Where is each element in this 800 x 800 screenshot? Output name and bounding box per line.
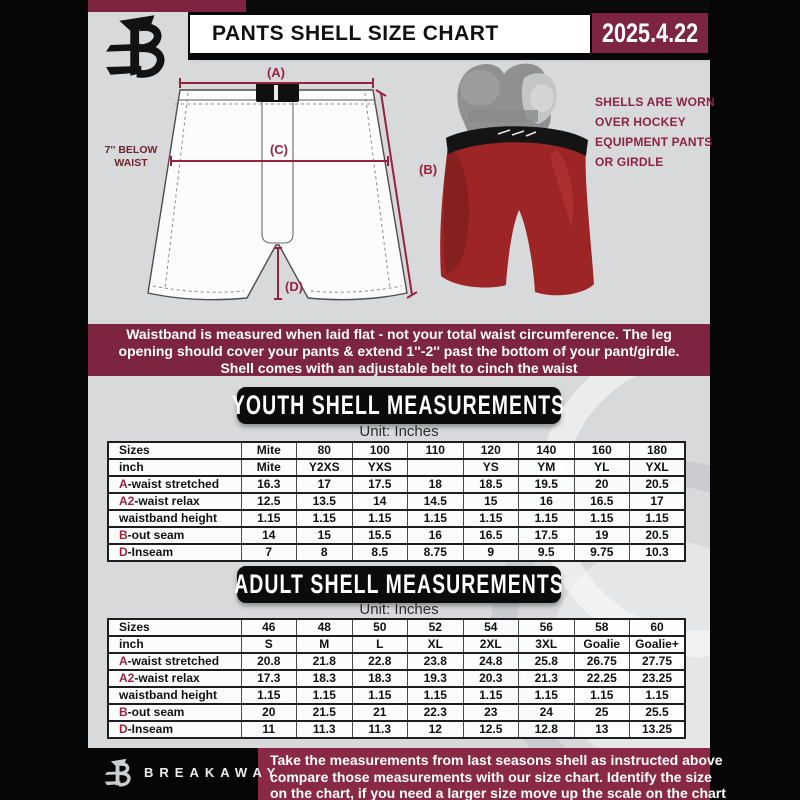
- value-cell: 16.5: [463, 527, 519, 544]
- value-cell: 22.25: [574, 670, 630, 687]
- value-cell: 1.15: [463, 687, 519, 704]
- table-row: [108, 510, 685, 527]
- value-cell: 1.15: [352, 687, 408, 704]
- value-cell: YS: [463, 459, 519, 476]
- value-cell: Mite: [241, 459, 297, 476]
- value-cell: 100: [352, 442, 408, 459]
- value-cell: YL: [574, 459, 630, 476]
- value-cell: 25: [574, 704, 630, 721]
- value-cell: 8.5: [352, 544, 408, 561]
- youth-section-title: YOUTH SHELL MEASUREMENTS: [232, 390, 566, 420]
- value-cell: 10.3: [630, 544, 686, 561]
- table-row: [108, 442, 685, 459]
- buckle-slit: [274, 85, 278, 100]
- value-cell: 21.8: [297, 653, 353, 670]
- waist-note: [100, 144, 162, 169]
- value-cell: 2XL: [463, 636, 519, 653]
- row-label: Sizes: [108, 619, 241, 636]
- measure-letter: A: [119, 477, 128, 491]
- value-cell: 1.15: [519, 510, 575, 527]
- measure-letter: D: [119, 545, 128, 559]
- footer-brand: [104, 757, 281, 787]
- value-cell: 14: [241, 527, 297, 544]
- value-cell: 12: [408, 721, 464, 738]
- value-cell: 48: [297, 619, 353, 636]
- value-cell: 1.15: [463, 510, 519, 527]
- value-cell: 25.8: [519, 653, 575, 670]
- value-cell: 19.3: [408, 670, 464, 687]
- table-row: [108, 670, 685, 687]
- adult-section-title: ADULT SHELL MEASUREMENTS: [234, 569, 564, 599]
- measure-letter: A: [119, 654, 128, 668]
- value-cell: [408, 459, 464, 476]
- row-label: A-waist stretched: [108, 653, 241, 670]
- girdle-pad-highlight: [530, 84, 554, 112]
- value-cell: 14.5: [408, 493, 464, 510]
- value-cell: YXS: [352, 459, 408, 476]
- value-cell: 21.5: [297, 704, 353, 721]
- value-cell: 16.5: [574, 493, 630, 510]
- value-cell: 9.75: [574, 544, 630, 561]
- photo-caption: [595, 92, 717, 172]
- text-line: Waistband is measured when laid flat - not your total waist circumference. The leg: [126, 326, 672, 342]
- value-cell: 8.75: [408, 544, 464, 561]
- date-badge: [592, 13, 708, 53]
- value-cell: 1.15: [241, 510, 297, 527]
- value-cell: 52: [408, 619, 464, 636]
- value-cell: 1.15: [241, 687, 297, 704]
- value-cell: 13.25: [630, 721, 686, 738]
- row-label: waistband height: [108, 687, 241, 704]
- value-cell: L: [352, 636, 408, 653]
- header-accent-stripe: [88, 0, 246, 12]
- value-cell: 11: [241, 721, 297, 738]
- row-label: A2-waist relax: [108, 493, 241, 510]
- value-cell: 20.8: [241, 653, 297, 670]
- value-cell: 18.5: [463, 476, 519, 493]
- table-row: [108, 704, 685, 721]
- footer-instructions: [258, 748, 726, 800]
- value-cell: 25.5: [630, 704, 686, 721]
- value-cell: 16: [408, 527, 464, 544]
- row-label: A2-waist relax: [108, 670, 241, 687]
- value-cell: 1.15: [297, 687, 353, 704]
- value-cell: 160: [574, 442, 630, 459]
- value-cell: 27.75: [630, 653, 686, 670]
- girdle-strap: [468, 110, 538, 122]
- value-cell: 140: [519, 442, 575, 459]
- shell-measurement-diagram: [145, 66, 445, 316]
- row-label: D-Inseam: [108, 544, 241, 561]
- value-cell: 12.8: [519, 721, 575, 738]
- value-cell: S: [241, 636, 297, 653]
- adult-section-badge: [234, 566, 564, 603]
- adult-unit-label: Unit: Inches: [359, 601, 439, 618]
- value-cell: 24: [519, 704, 575, 721]
- row-label: inch: [108, 636, 241, 653]
- text-line: Shell comes with an adjustable belt to cinch the waist: [220, 360, 578, 376]
- value-cell: 7: [241, 544, 297, 561]
- value-cell: 17.3: [241, 670, 297, 687]
- value-cell: 12.5: [463, 721, 519, 738]
- value-cell: 14: [352, 493, 408, 510]
- shell-photo: [438, 58, 603, 313]
- value-cell: 19.5: [519, 476, 575, 493]
- text-line: EQUIPMENT PANTS: [595, 135, 713, 149]
- breakaway-logo-icon: [104, 757, 134, 787]
- table-row: [108, 493, 685, 510]
- table-row: [108, 459, 685, 476]
- brand-name: BREAKAWAY: [144, 764, 282, 780]
- table-row: [108, 687, 685, 704]
- measure-letter: A2: [119, 494, 135, 508]
- value-cell: 120: [463, 442, 519, 459]
- table-row: [108, 636, 685, 653]
- date-text: 2025.4.22: [601, 17, 699, 48]
- value-cell: 1.15: [574, 510, 630, 527]
- value-cell: 9.5: [519, 544, 575, 561]
- text-line: on the chart, if you need a larger size move up the scale on the chart: [270, 785, 726, 800]
- value-cell: 1.15: [297, 510, 353, 527]
- value-cell: 1.15: [574, 687, 630, 704]
- value-cell: 11.3: [352, 721, 408, 738]
- value-cell: 1.15: [630, 510, 686, 527]
- row-label: waistband height: [108, 510, 241, 527]
- value-cell: 16.3: [241, 476, 297, 493]
- measure-label-c: (C): [269, 142, 289, 157]
- title-bar: [190, 15, 590, 53]
- youth-unit-label: Unit: Inches: [359, 423, 439, 440]
- girdle-pad-left: [460, 70, 500, 106]
- value-cell: 17: [630, 493, 686, 510]
- page-title: PANTS SHELL SIZE CHART: [212, 22, 499, 45]
- row-label: B-out seam: [108, 527, 241, 544]
- value-cell: 23.25: [630, 670, 686, 687]
- value-cell: 20.5: [630, 527, 686, 544]
- value-cell: 18.3: [297, 670, 353, 687]
- value-cell: 17: [297, 476, 353, 493]
- value-cell: 1.15: [630, 687, 686, 704]
- value-cell: 17.5: [519, 527, 575, 544]
- measure-letter: D: [119, 722, 128, 736]
- value-cell: 22.8: [352, 653, 408, 670]
- value-cell: 20.5: [630, 476, 686, 493]
- value-cell: 3XL: [519, 636, 575, 653]
- adult-size-table: [107, 618, 686, 739]
- text-line: 7'' BELOW: [104, 144, 158, 156]
- value-cell: 60: [630, 619, 686, 636]
- youth-size-table: [107, 441, 686, 562]
- text-line: OR GIRDLE: [595, 155, 664, 169]
- value-cell: 1.15: [352, 510, 408, 527]
- value-cell: Mite: [241, 442, 297, 459]
- value-cell: M: [297, 636, 353, 653]
- value-cell: 26.75: [574, 653, 630, 670]
- row-label: D-Inseam: [108, 721, 241, 738]
- value-cell: 22.3: [408, 704, 464, 721]
- measure-label-d: (D): [285, 279, 304, 294]
- value-cell: 110: [408, 442, 464, 459]
- value-cell: 54: [463, 619, 519, 636]
- measure-letter: B: [119, 528, 128, 542]
- table-row: [108, 544, 685, 561]
- info-banner: [88, 324, 710, 376]
- value-cell: 58: [574, 619, 630, 636]
- value-cell: 1.15: [408, 687, 464, 704]
- value-cell: 11.3: [297, 721, 353, 738]
- measure-letter: A2: [119, 671, 135, 685]
- value-cell: 15.5: [352, 527, 408, 544]
- value-cell: 17.5: [352, 476, 408, 493]
- value-cell: Y2XS: [297, 459, 353, 476]
- row-label: Sizes: [108, 442, 241, 459]
- text-line: SHELLS ARE WORN: [595, 95, 715, 109]
- text-line: OVER HOCKEY: [595, 115, 686, 129]
- table-row: [108, 527, 685, 544]
- value-cell: 15: [297, 527, 353, 544]
- value-cell: 20.3: [463, 670, 519, 687]
- table-row: [108, 619, 685, 636]
- value-cell: 20: [574, 476, 630, 493]
- value-cell: 19: [574, 527, 630, 544]
- value-cell: 9: [463, 544, 519, 561]
- table-row: [108, 476, 685, 493]
- measure-letter: B: [119, 705, 128, 719]
- value-cell: 20: [241, 704, 297, 721]
- value-cell: 56: [519, 619, 575, 636]
- value-cell: 16: [519, 493, 575, 510]
- value-cell: 1.15: [408, 510, 464, 527]
- value-cell: 23: [463, 704, 519, 721]
- value-cell: 1.15: [519, 687, 575, 704]
- text-line: opening should cover your pants & extend 1''-2'' past the bottom of your pant/girdle.: [118, 343, 680, 359]
- value-cell: 23.8: [408, 653, 464, 670]
- value-cell: 80: [297, 442, 353, 459]
- value-cell: XL: [408, 636, 464, 653]
- measure-label-b: (B): [419, 162, 438, 177]
- table-row: [108, 653, 685, 670]
- text-line: Take the measurements from last seasons shell as instructed above: [270, 752, 723, 768]
- value-cell: Goalie+: [630, 636, 686, 653]
- value-cell: 46: [241, 619, 297, 636]
- value-cell: 18.3: [352, 670, 408, 687]
- value-cell: 13.5: [297, 493, 353, 510]
- table-row: [108, 721, 685, 738]
- value-cell: 50: [352, 619, 408, 636]
- value-cell: YXL: [630, 459, 686, 476]
- row-label: inch: [108, 459, 241, 476]
- measure-label-a: (A): [266, 66, 286, 80]
- text-line: WAIST: [114, 156, 148, 169]
- value-cell: 21.3: [519, 670, 575, 687]
- value-cell: YM: [519, 459, 575, 476]
- value-cell: 24.8: [463, 653, 519, 670]
- row-label: B-out seam: [108, 704, 241, 721]
- value-cell: 8: [297, 544, 353, 561]
- youth-section-badge: [232, 387, 566, 424]
- value-cell: 18: [408, 476, 464, 493]
- value-cell: 15: [463, 493, 519, 510]
- value-cell: 13: [574, 721, 630, 738]
- value-cell: Goalie: [574, 636, 630, 653]
- value-cell: 12.5: [241, 493, 297, 510]
- value-cell: 180: [630, 442, 686, 459]
- text-line: compare those measurements with our size chart. Identify the size: [270, 768, 712, 785]
- value-cell: 21: [352, 704, 408, 721]
- row-label: A-waist stretched: [108, 476, 241, 493]
